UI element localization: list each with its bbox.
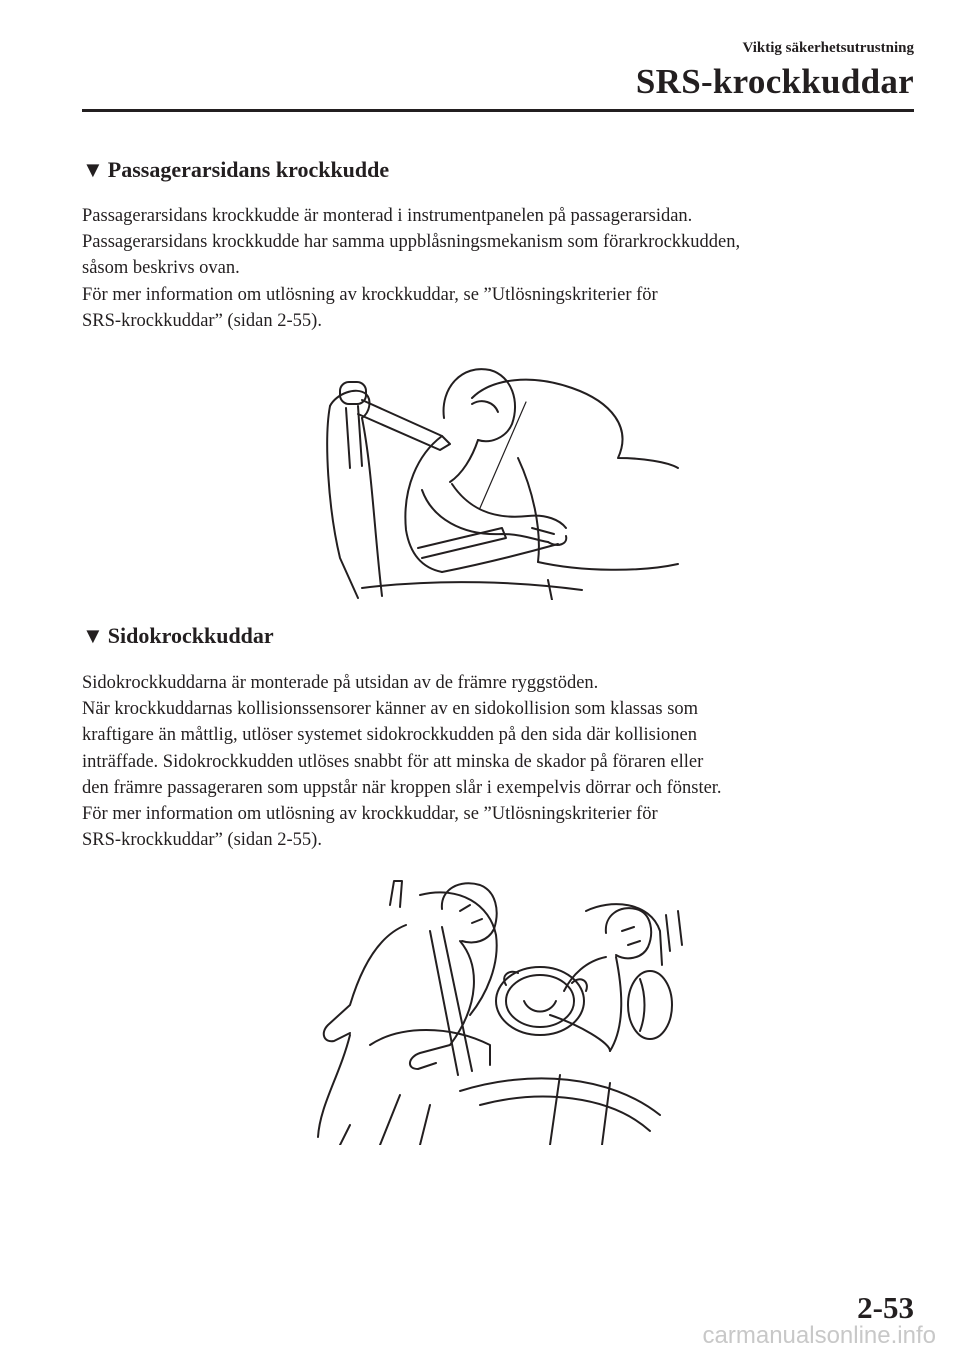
- text-line: den främre passageraren som uppstår när kroppen slår i exempelvis dörrar och fönster.: [82, 777, 722, 798]
- heading-text: Sidokrockkuddar: [107, 623, 274, 648]
- page-number: 2-53: [857, 1290, 914, 1325]
- passenger-airbag-illustration: [322, 358, 682, 600]
- text-line: SRS-krockkuddar” (sidan 2-55).: [82, 310, 322, 331]
- text-line: För mer information om utlösning av krockkuddar, se ”Utlösningskriterier för: [82, 284, 658, 305]
- chapter-title: SRS-krockkuddar: [635, 62, 914, 101]
- section-heading-passenger-airbag: [82, 157, 389, 183]
- text-line: SRS-krockkuddar” (sidan 2-55).: [82, 830, 322, 851]
- text-line: Sidokrockkuddarna är monterade på utsidan av de främre ryggstöden.: [82, 673, 599, 693]
- triangle-down-icon: ▼: [82, 623, 104, 648]
- triangle-down-icon: ▼: [82, 157, 104, 182]
- section-heading-side-airbags: [82, 623, 274, 649]
- paragraph-side-airbags: [82, 670, 922, 853]
- text-line: Passagerarsidans krockkudde har samma uppblåsningsmekanism som förarkrockkudden,: [82, 232, 741, 253]
- header-rule: [82, 109, 914, 112]
- text-line: Passagerarsidans krockkudde är monterad i instrumentpanelen på passagerarsidan.: [82, 206, 693, 226]
- paragraph-passenger-airbag: [82, 203, 922, 334]
- section-label: Viktig säkerhetsutrustning: [742, 40, 914, 56]
- watermark: carmanualsonline.info: [702, 1322, 936, 1349]
- text-line: När krockkuddarnas kollisionssensorer känner av en sidokollision som klassas som: [82, 699, 699, 720]
- side-airbags-illustration: [310, 875, 690, 1145]
- text-line: kraftigare än måttlig, utlöser systemet sidokrockkudden på den sida där kollisionen: [82, 725, 697, 746]
- text-line: såsom beskrivs ovan.: [82, 258, 240, 279]
- text-line: För mer information om utlösning av krockkuddar, se ”Utlösningskriterier för: [82, 804, 658, 825]
- text-line: inträffade. Sidokrockkudden utlöses snabbt för att minska de skador på föraren eller: [82, 751, 704, 772]
- heading-text: Passagerarsidans krockkudde: [107, 157, 390, 182]
